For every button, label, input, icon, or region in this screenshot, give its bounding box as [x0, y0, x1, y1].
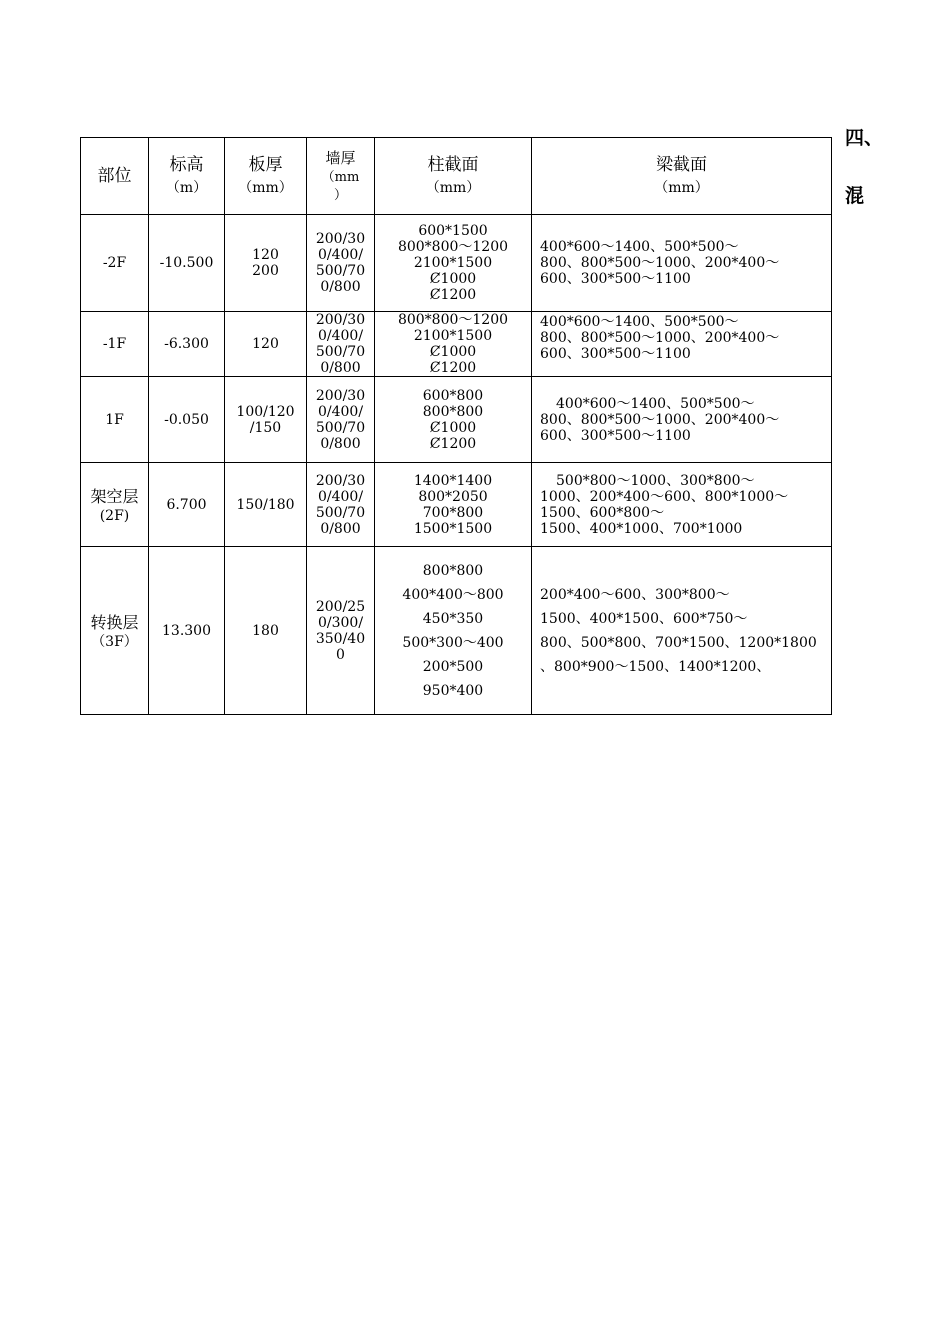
- header-beam-unit: （mm）: [654, 180, 709, 196]
- cell-line: 0/400/: [317, 403, 364, 420]
- cell-line: 800*2050: [418, 488, 488, 505]
- cell-column: [375, 547, 532, 715]
- cell-line: 转换层: [90, 612, 139, 632]
- cell-elevation: -6.300: [149, 312, 225, 377]
- cell-line: Ȼ1200: [429, 435, 477, 452]
- header-wall-label: 墙厚: [325, 149, 356, 167]
- header-wall-unit-b: ）: [333, 188, 347, 203]
- cell-line: 450*350: [422, 610, 484, 627]
- cell-line: 100/120: [236, 403, 295, 420]
- header-beam: [532, 138, 832, 215]
- cell-part: -2F: [81, 215, 149, 312]
- cell-slab: [225, 312, 307, 377]
- header-column-unit: （mm）: [425, 180, 481, 196]
- cell-slab: [225, 547, 307, 715]
- cell-line: 400*600～1400、500*500～: [556, 395, 755, 412]
- cell-line: （3F）: [91, 633, 138, 650]
- header-slab-label: 板厚: [248, 155, 283, 175]
- cell-line: 200*400～600、300*800～: [540, 586, 730, 603]
- cell-line: 0/800: [320, 520, 361, 537]
- cell-column: [375, 312, 532, 377]
- cell-line: 600*1500: [418, 223, 488, 239]
- cell-wall: [307, 312, 375, 377]
- cell-line: /150: [249, 419, 282, 436]
- cell-slab: [225, 215, 307, 312]
- cell-line: 400*400～800: [402, 586, 504, 603]
- cell-line: 0/800: [320, 360, 361, 376]
- cell-line: 500/70: [315, 419, 366, 436]
- cell-line: 1500*1500: [413, 520, 493, 537]
- cell-line: 500/70: [315, 344, 366, 360]
- cell-line: 2100*1500: [413, 255, 493, 271]
- cell-line: 0/400/: [317, 328, 364, 344]
- table-header-row: [81, 138, 832, 215]
- header-column-label: 柱截面: [427, 155, 479, 175]
- cell-wall: [307, 215, 375, 312]
- cell-line: Ȼ1200: [429, 287, 477, 303]
- cell-line: 0/400/: [317, 247, 364, 263]
- cell-part: [81, 547, 149, 715]
- cell-part: -1F: [81, 312, 149, 377]
- cell-line: 架空层: [90, 486, 139, 506]
- cell-line: 800、800*500～1000、200*400～: [540, 411, 780, 428]
- header-column: [375, 138, 532, 215]
- cell-line: 800*800: [422, 403, 484, 420]
- cell-line: 600、300*500～1100: [540, 346, 691, 362]
- cell-line: Ȼ1000: [429, 271, 477, 287]
- cell-wall: [307, 377, 375, 463]
- cell-beam: [532, 312, 832, 377]
- cell-beam: [532, 463, 832, 547]
- cell-line: 600、300*500～1100: [540, 427, 691, 444]
- cell-line: 150/180: [236, 496, 295, 513]
- cell-wall: [307, 547, 375, 715]
- cell-line: 500*300～400: [402, 634, 504, 651]
- cell-line: 200*500: [422, 658, 484, 675]
- cell-line: 1500、400*1000、700*1000: [540, 520, 743, 537]
- cell-line: 800*800～1200: [397, 239, 509, 255]
- table-row: [81, 312, 832, 377]
- header-elevation-unit: （m）: [165, 180, 208, 196]
- table-row: [81, 215, 832, 312]
- cell-line: 800*800: [422, 562, 484, 579]
- cell-line: 、800*900～1500、1400*1200、: [540, 658, 771, 675]
- cell-line: 800、800*500～1000、200*400～: [540, 255, 780, 271]
- header-wall-unit-a: （mm: [321, 170, 360, 185]
- cell-line: Ȼ1200: [429, 360, 477, 376]
- cell-line: 1500、600*800～: [540, 504, 665, 521]
- header-part: 部位: [81, 138, 149, 215]
- cell-part: 1F: [81, 377, 149, 463]
- cell-line: Ȼ1000: [429, 419, 477, 436]
- cell-line: 200/30: [315, 472, 366, 489]
- cell-elevation: 6.700: [149, 463, 225, 547]
- structure-spec-table: [80, 137, 832, 715]
- cell-line: 2100*1500: [413, 328, 493, 344]
- cell-column: [375, 377, 532, 463]
- cell-line: 0: [336, 646, 345, 663]
- cell-elevation: 13.300: [149, 547, 225, 715]
- header-elevation: [149, 138, 225, 215]
- cell-line: 400*600～1400、500*500～: [540, 314, 739, 330]
- header-slab-unit: （mm）: [238, 180, 293, 196]
- cell-line: 800、800*500～1000、200*400～: [540, 330, 780, 346]
- cell-line: 400*600～1400、500*500～: [540, 239, 739, 255]
- cell-column: [375, 215, 532, 312]
- cell-line: 1400*1400: [413, 472, 493, 489]
- table-row: [81, 463, 832, 547]
- cell-line: 120: [252, 336, 279, 352]
- cell-elevation: -0.050: [149, 377, 225, 463]
- cell-part: [81, 463, 149, 547]
- cell-elevation: -10.500: [149, 215, 225, 312]
- table-row: [81, 377, 832, 463]
- cell-line: 600*800: [422, 387, 484, 404]
- cell-column: [375, 463, 532, 547]
- cell-beam: [532, 377, 832, 463]
- header-slab: [225, 138, 307, 215]
- header-elevation-label: 标高: [169, 155, 204, 175]
- cell-beam: [532, 547, 832, 715]
- cell-line: Ȼ1000: [429, 344, 477, 360]
- cell-line: 0/800: [320, 279, 361, 295]
- cell-line: 120: [252, 247, 279, 263]
- cell-wall: [307, 463, 375, 547]
- header-wall: [307, 138, 375, 215]
- cell-line: 180: [252, 622, 279, 639]
- cell-line: 1500、400*1500、600*750～: [540, 610, 748, 627]
- cell-line: 0/800: [320, 435, 361, 452]
- cell-line: 200/30: [315, 312, 366, 328]
- cell-line: 200/30: [315, 387, 366, 404]
- cell-line: 350/40: [315, 630, 366, 647]
- cell-line: 0/400/: [317, 488, 364, 505]
- cell-line: 950*400: [422, 682, 484, 699]
- cell-line: 200/30: [315, 231, 366, 247]
- header-beam-label: 梁截面: [656, 155, 707, 175]
- section-heading-number: 四、: [845, 127, 884, 149]
- cell-line: 500/70: [315, 263, 366, 279]
- cell-line: (2F): [99, 507, 130, 524]
- cell-beam: [532, 215, 832, 312]
- table-row: [81, 547, 832, 715]
- section-heading-text: 混: [845, 185, 865, 207]
- cell-line: 200/25: [315, 598, 366, 615]
- cell-line: 1000、200*400～600、800*1000～: [540, 488, 789, 505]
- cell-line: 600、300*500～1100: [540, 271, 691, 287]
- cell-slab: [225, 377, 307, 463]
- cell-slab: [225, 463, 307, 547]
- cell-line: 800、500*800、700*1500、1200*1800: [540, 634, 817, 651]
- cell-line: 500/70: [315, 504, 366, 521]
- cell-line: 700*800: [422, 504, 484, 521]
- cell-line: 500*800～1000、300*800～: [556, 472, 755, 489]
- cell-line: 200: [252, 263, 279, 279]
- cell-line: 0/300/: [317, 614, 364, 631]
- cell-line: 800*800～1200: [397, 312, 509, 328]
